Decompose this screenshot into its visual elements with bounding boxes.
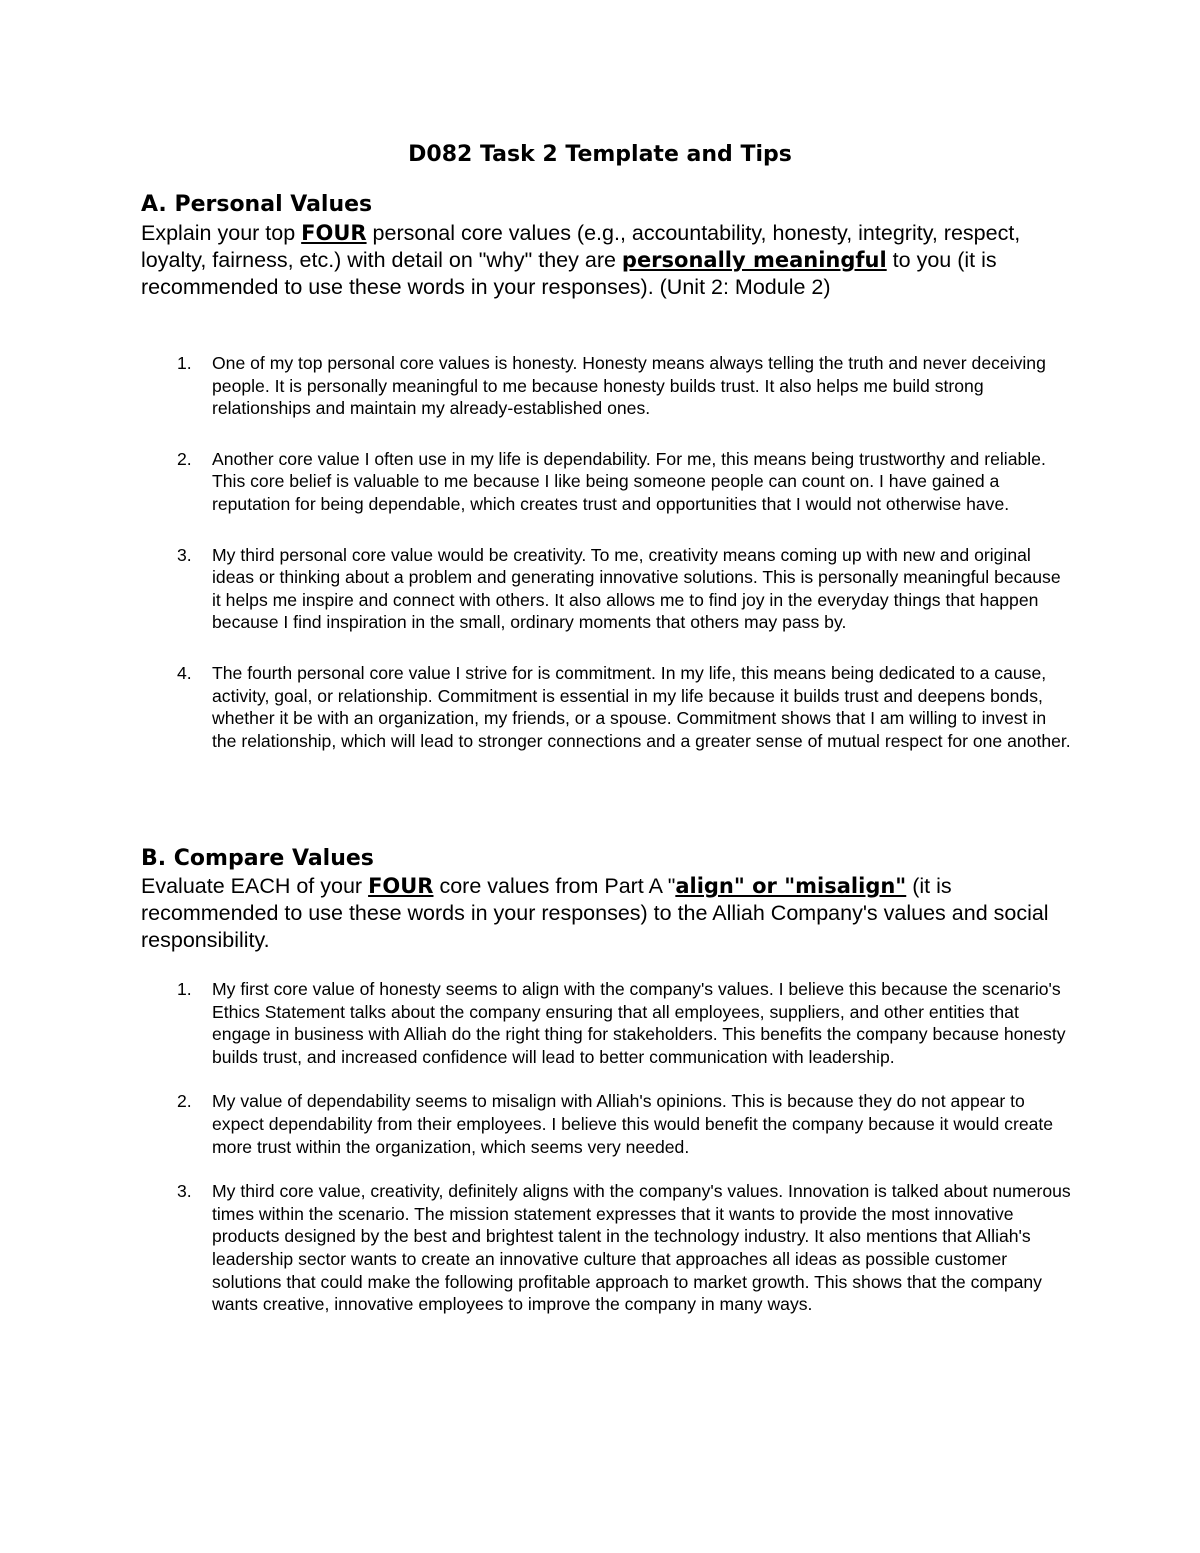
section-a-prompt-text-2: personal core values (e.g., accountability, honesty, integrity, respect, loyalty, fairness, etc.) with detail on "why" they are — [141, 221, 1021, 272]
section-a-prompt — [141, 220, 1061, 301]
section-b-prompt-text-3: (it is recommended to use these words in your responses) to the Alliah Company's values and social responsibility. — [141, 874, 1049, 952]
section-a-prompt-emphasis-meaningful: personally meaningful — [621, 248, 887, 272]
section-b-prompt-text-1: Evaluate EACH of your — [141, 874, 369, 898]
list-item-number: 1. — [177, 353, 192, 373]
list-item-number: 2. — [177, 448, 192, 469]
list-item-text: My third personal core value would be creativity. To me, creativity means coming up with new and original ideas or thinking about a problem and generating innovative solutions. This is personally meaningful because it helps me inspire and connect with others. It also allows me to find joy in the everyday things that happen because I find inspiration in the small, ordinary moments that others may pass by. — [212, 544, 1061, 633]
list-item — [141, 544, 1071, 634]
list-item — [141, 448, 1071, 516]
section-b-prompt-emphasis-align: align" or "misalign" — [675, 874, 907, 898]
list-item-number: 2. — [177, 1091, 192, 1112]
section-a-prompt-text-3: to you (it is recommended to use these words in your responses). (Unit 2: Module 2) — [141, 248, 997, 299]
list-item — [141, 662, 1071, 752]
list-item — [141, 1090, 1071, 1158]
section-b-prompt — [141, 873, 1061, 954]
list-item-number: 4. — [177, 662, 192, 683]
section-a-prompt-text-1: Explain your top — [141, 221, 302, 245]
section-a-list — [141, 352, 1071, 752]
list-item-text: One of my top personal core values is honesty. Honesty means always telling the truth and never deceiving people. It is personally meaningful to me because honesty builds trust. It also helps me build strong relationships and maintain my already-established ones. — [212, 353, 1046, 419]
section-a-prompt-emphasis-four: FOUR — [301, 221, 367, 245]
list-item-number: 3. — [177, 1181, 192, 1202]
document-title: D082 Task 2 Template and Tips — [408, 142, 792, 167]
section-a-heading: A. Personal Values — [141, 192, 373, 217]
section-b-list — [141, 978, 1071, 1316]
section-b-prompt-text-2: core values from Part A " — [433, 874, 676, 898]
list-item-number: 1. — [177, 979, 192, 999]
list-item-text: My value of dependability seems to misalign with Alliah's opinions. This is because they do not appear to expect dependability from their employees. I believe this would benefit the company because it would create more trust within the organization, which seems very needed. — [212, 1091, 1054, 1157]
section-b-heading: B. Compare Values — [141, 846, 374, 871]
list-item — [141, 1180, 1071, 1316]
list-item — [141, 978, 1071, 1068]
list-item-number: 3. — [177, 544, 192, 565]
list-item-text: The fourth personal core value I strive for is commitment. In my life, this means being dedicated to a cause, activity, goal, or relationship. Commitment is essential in my life because it builds trust and deepens bonds, whether it be with an organization, my friends, or a spouse. Commitment shows that I am willing to invest in the relationship, which will lead to stronger connections and a greater sense of mutual respect for one another. — [212, 662, 1071, 751]
list-item — [141, 352, 1071, 420]
list-item-text: Another core value I often use in my life is dependability. For me, this means being trustworthy and reliable. This core belief is valuable to me because I like being someone people can count on. I have gained a reputation for being dependable, which creates trust and opportunities that I would not otherwise have. — [212, 448, 1046, 514]
list-item-text: My first core value of honesty seems to align with the company's values. I believe this because the scenario's Ethics Statement talks about the company ensuring that all employees, suppliers, and other entities that engage in business with Alliah do the right thing for stakeholders. This benefits the company because honesty builds trust, and increased confidence will lead to better communication with leadership. — [212, 979, 1066, 1067]
section-b-prompt-emphasis-four: FOUR — [368, 874, 434, 898]
list-item-text: My third core value, creativity, definitely aligns with the company's values. Innovation is talked about numerous times within the scenario. The mission statement expresses that it wants to provide the most innovative products designed by the best and brightest talent in the technology industry. It also mentions that Alliah's leadership sector wants to create an innovative culture that approaches all ideas as possible customer solutions that could make the following profitable approach to market growth. This shows that the company wants creative, innovative employees to improve the company in many ways. — [212, 1181, 1071, 1315]
